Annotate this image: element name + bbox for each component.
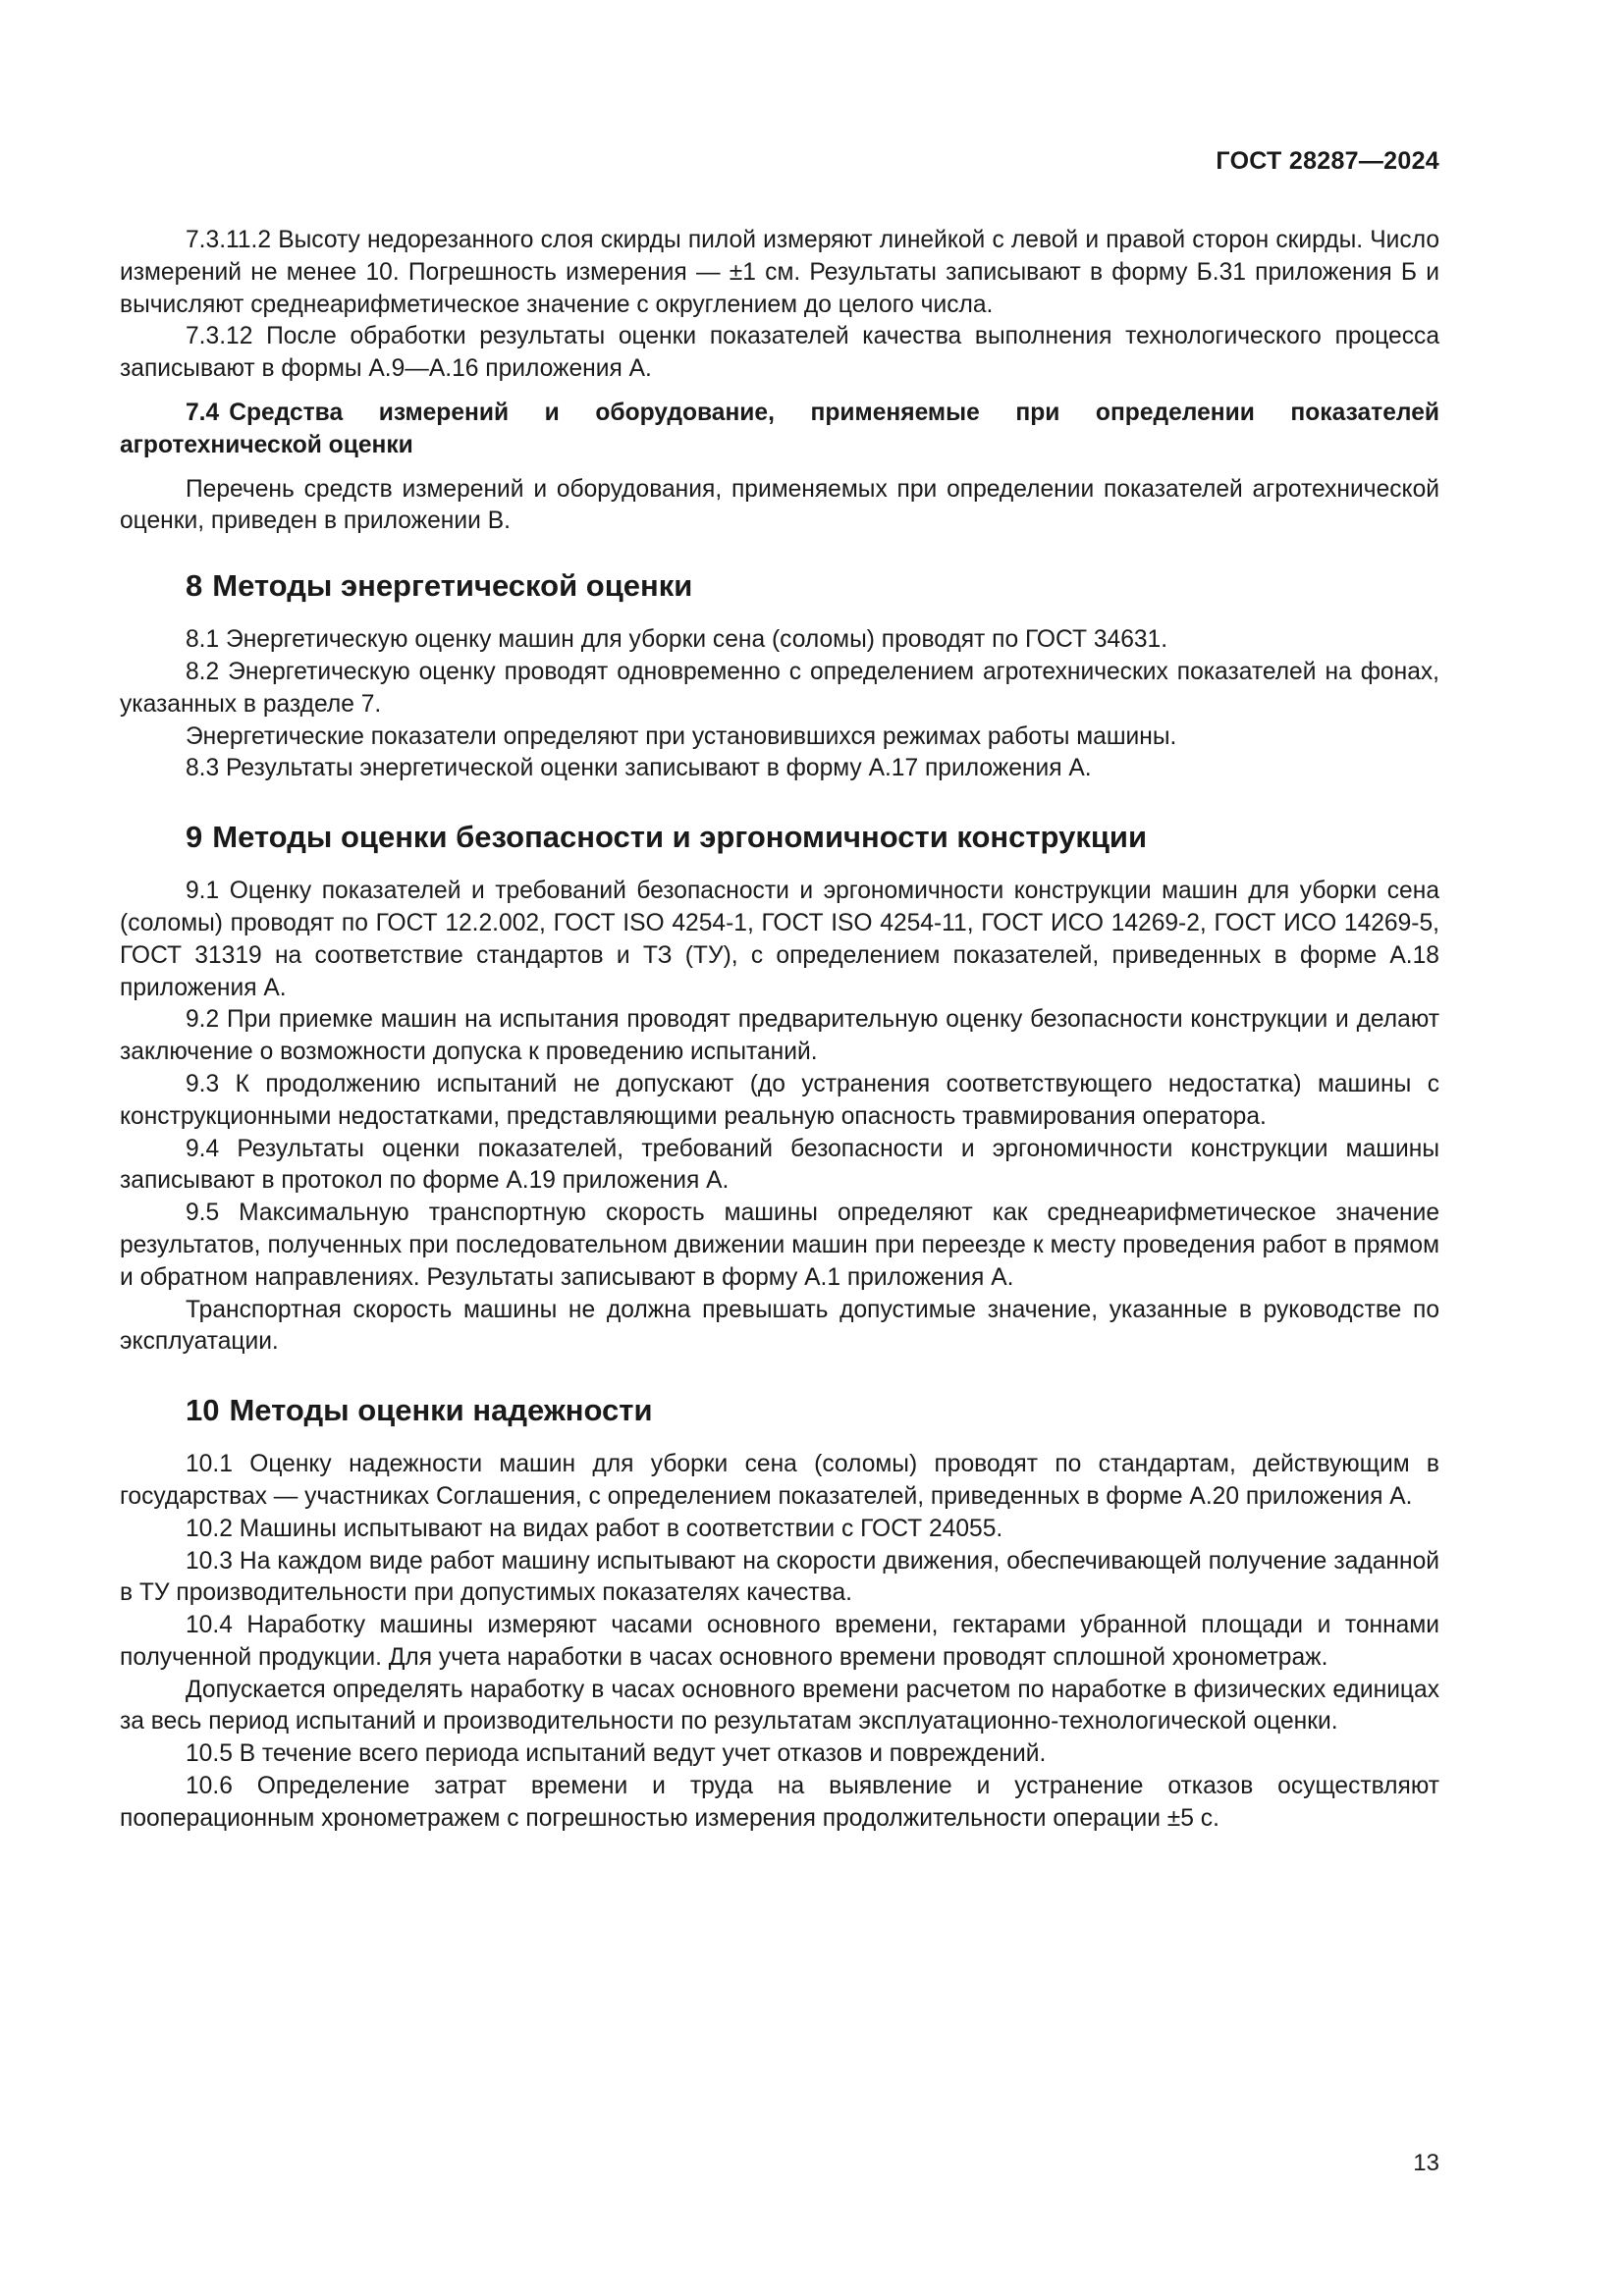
- paragraph-9-3: 9.3 К продолжению испытаний не допускают (до устранения соответствующего недостатка) машины с конструкционными недостатками, представляющими реальную опасность травмирования оператора.: [120, 1070, 1439, 1130]
- document-body: [120, 225, 1439, 1836]
- paragraph-10-1: 10.1 Оценку надежности машин для уборки сена (соломы) проводят по стандартам, действующим в государствах — участниках Соглашения, с определением показателей, приведенных в форме А.20 приложения А.: [120, 1451, 1439, 1510]
- paragraph-9-5-note: Транспортная скорость машины не должна превышать допустимые значение, указанные в руководстве по эксплуатации.: [120, 1296, 1439, 1356]
- standard-header: ГОСТ 28287—2024: [1216, 147, 1439, 175]
- paragraph-8-2: 8.2 Энергетическую оценку проводят одновременно с определением агротехнических показателей на фонах, указанных в разделе 7.: [120, 658, 1439, 718]
- page-number: 13: [1413, 2150, 1439, 2176]
- section-8-title: Методы энергетической оценки: [212, 568, 693, 604]
- section-10-heading: [120, 1392, 1439, 1429]
- section-7-4-heading: [120, 398, 1439, 462]
- paragraph-9-4: 9.4 Результаты оценки показателей, требований безопасности и эргономичности конструкции машины записывают в протокол по форме А.19 приложения А.: [120, 1135, 1439, 1195]
- section-10-number: 10: [186, 1393, 220, 1428]
- section-7-4-title: Средства измерений и оборудование, применяемые при определении показателей агротехнической оценки: [120, 399, 1439, 458]
- section-10-title: Методы оценки надежности: [229, 1393, 653, 1428]
- paragraph-10-4-note: Допускается определять наработку в часах основного времени расчетом по наработке в физических единицах за весь период испытаний и производительности по результатам эксплуатационно-технологической оценки.: [120, 1676, 1439, 1735]
- paragraph-9-5: 9.5 Максимальную транспортную скорость машины определяют как среднеарифметическое значение результатов, полученных при последовательном движении машин при переезде к месту проведения работ в прямом и обратном направлениях. Результаты записывают в форму А.1 приложения А.: [120, 1200, 1439, 1291]
- paragraph-9-2: 9.2 При приемке машин на испытания проводят предварительную оценку безопасности конструкции и делают заключение о возможности допуска к проведению испытаний.: [120, 1006, 1439, 1066]
- paragraph-9-1: 9.1 Оценку показателей и требований безопасности и эргономичности конструкции машин для уборки сена (соломы) проводят по ГОСТ 12.2.002, ГОСТ ISO 4254-1, ГОСТ ISO 4254-11, ГОСТ ИСО 14269-2, ГОСТ ИСО 14269-5, ГОСТ 31319 на соответствие стандартов и ТЗ (ТУ), с определением показателей, приведенных в форме А.18 приложения А.: [120, 878, 1439, 1001]
- paragraph-7-4: Перечень средств измерений и оборудования, применяемых при определении показателей агротехнической оценки, приведен в приложении В.: [120, 475, 1439, 535]
- paragraph-7-3-11-2: 7.3.11.2 Высоту недорезанного слоя скирды пилой измеряют линейкой с левой и правой сторон скирды. Число измерений не менее 10. Погрешность измерения — ±1 см. Результаты записывают в форму Б.31 приложения Б и вычисляют среднеарифметическое значение с округлением до целого числа.: [120, 227, 1439, 318]
- section-7-4-number: 7.4: [186, 399, 220, 426]
- paragraph-8-1: 8.1 Энергетическую оценку машин для уборки сена (соломы) проводят по ГОСТ 34631.: [186, 626, 1168, 654]
- paragraph-10-5: 10.5 В течение всего периода испытаний ведут учет отказов и повреждений.: [186, 1740, 1047, 1768]
- paragraph-8-2-note: Энергетические показатели определяют при установившихся режимах работы машины.: [186, 722, 1177, 750]
- paragraph-7-3-12: 7.3.12 После обработки результаты оценки показателей качества выполнения технологического процесса записывают в формы А.9—А.16 приложения А.: [120, 323, 1439, 383]
- section-9-title: Методы оценки безопасности и эргономичности конструкции: [212, 820, 1148, 855]
- section-8-number: 8: [186, 568, 203, 604]
- paragraph-10-6: 10.6 Определение затрат времени и труда на выявление и устранение отказов осуществляют пооперационным хронометражем с погрешностью измерения продолжительности операции ±5 с.: [120, 1773, 1439, 1832]
- paragraph-10-3: 10.3 На каждом виде работ машину испытывают на скорости движения, обеспечивающей получение заданной в ТУ производительности при допустимых показателях качества.: [120, 1547, 1439, 1607]
- section-8-heading: [120, 567, 1439, 605]
- paragraph-8-3: 8.3 Результаты энергетической оценки записывают в форму А.17 приложения А.: [186, 755, 1092, 782]
- section-9-number: 9: [186, 820, 203, 855]
- document-page: [120, 0, 1439, 2296]
- paragraph-10-2: 10.2 Машины испытывают на видах работ в соответствии с ГОСТ 24055.: [186, 1515, 1003, 1542]
- paragraph-10-4: 10.4 Наработку машины измеряют часами основного времени, гектарами убранной площади и тоннами полученной продукции. Для учета наработки в часах основного времени проводят сплошной хронометраж.: [120, 1612, 1439, 1671]
- section-9-heading: [120, 819, 1439, 856]
